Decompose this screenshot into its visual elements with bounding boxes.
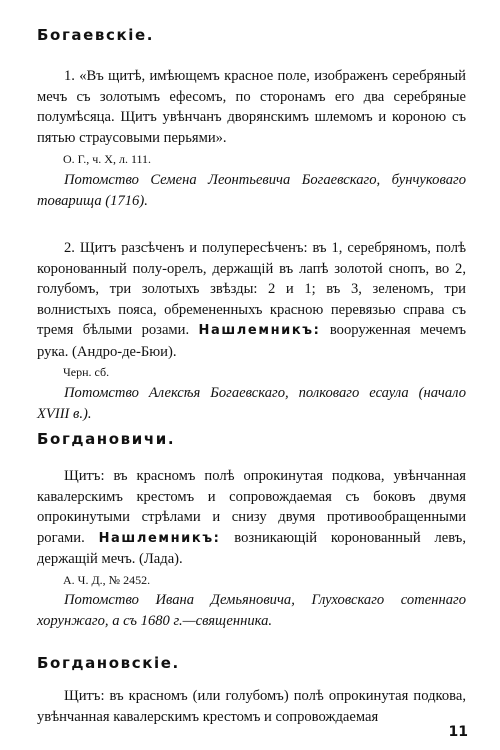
- entry-heading-bogaevskie: Богаевскіе.: [37, 26, 155, 44]
- entry-paragraph: [37, 238, 466, 362]
- page-number: 11: [448, 724, 468, 740]
- entry-paragraph: [37, 686, 466, 727]
- entry-paragraph: [37, 466, 466, 570]
- blazon-text: 1. «Въ щитѣ, имѣющемъ красное поле, изображенъ серебряный мечъ съ золотымъ ефесомъ, по сторонамъ его два серебряные полумѣсяца. Щитъ увѣнчанъ дворянскимъ шлемомъ и короною съ пятью страусовыми перьями».: [37, 68, 466, 146]
- source-reference: Черн. сб.: [63, 365, 110, 379]
- source-reference: А. Ч. Д., № 2452.: [63, 573, 151, 587]
- entry-heading-bogdanovskie: Богдановскіе.: [37, 654, 180, 672]
- crest-label: Нашлемникъ:: [98, 530, 221, 546]
- blazon-text: 2. Щитъ разсѣченъ и полупересѣченъ: въ 1, серебряномъ, полѣ коронованный полу-орелъ, держащій въ лапѣ золотой снопъ, во 2, голубомъ, три золотыхъ звѣзды: 2 и 1; въ 3, зеленомъ, три волнистыхъ пояса, обремененныхъ красною перевязью справа съ тремя бѣлыми розами.: [37, 240, 466, 338]
- crest-text: вооруженная мечемъ рука. (Андро-де-Бюи).: [37, 322, 467, 360]
- crest-label: Нашлемникъ:: [198, 323, 321, 338]
- lineage-note: Потомство Алексѣя Богаевскаго, полковаго есаула (начало XVIII в.).: [37, 385, 466, 422]
- entry-heading-bogdanovichi: Богдановичи.: [37, 430, 176, 448]
- blazon-text: Щитъ: въ красномъ (или голубомъ) полѣ опрокинутая подкова, увѣнчанная кавалерскимъ крестомъ и сопровождаемая: [37, 688, 466, 725]
- crest-text: возникающій коронованный левъ, держащій мечъ. (Лада).: [37, 529, 466, 567]
- source-reference: О. Г., ч. X, л. 111.: [63, 152, 152, 166]
- lineage-note: Потомство Ивана Демьяновича, Глуховскаго сотеннаго хорунжаго, а съ 1680 г.—священника.: [37, 592, 466, 629]
- entry-paragraph: [37, 66, 466, 148]
- lineage-note: Потомство Семена Леонтьевича Богаевскаго, бунчуковаго товарища (1716).: [37, 172, 466, 209]
- blazon-text: Щитъ: въ красномъ полѣ опрокинутая подкова, увѣнчанная кавалерскимъ крестомъ и сопровождаемая съ боковъ двумя опрокинутыми стрѣлами и снизу двумя противообращенными рогами.: [37, 468, 466, 546]
